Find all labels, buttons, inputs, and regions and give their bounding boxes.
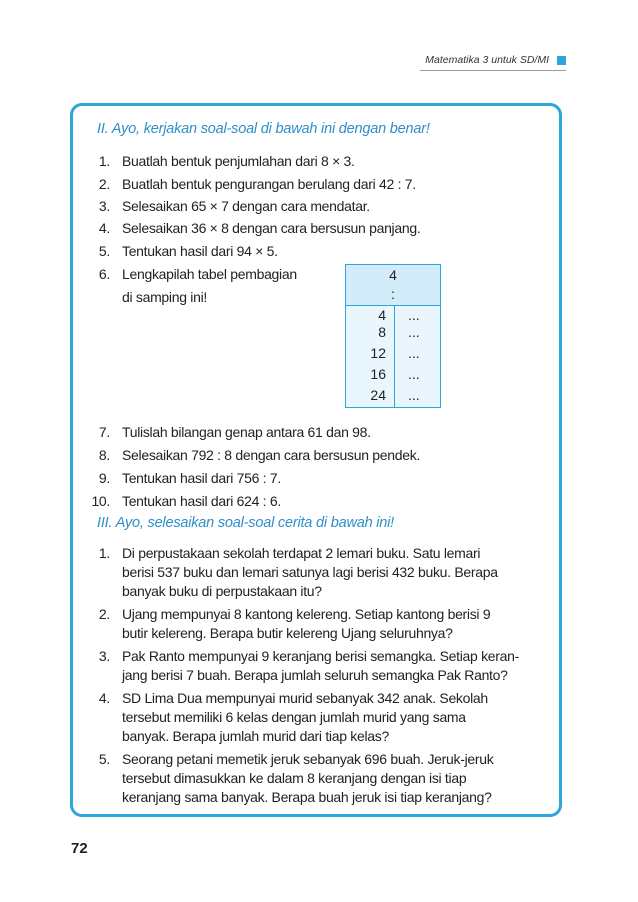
table-header-operator: : bbox=[346, 285, 440, 306]
item-text: di samping ini! bbox=[122, 289, 207, 305]
item-text: berisi 537 buku dan lemari satunya lagi berisi 432 buku. Berapa bbox=[122, 564, 498, 580]
item-number: 5. bbox=[98, 751, 110, 767]
item-text: Selesaikan 36 × 8 dengan cara bersusun panjang. bbox=[122, 220, 421, 236]
item-number: 4. bbox=[98, 690, 110, 706]
item-text: tersebut dimasukkan ke dalam 8 keranjang dengan isi tiap bbox=[122, 770, 467, 786]
item-text: Buatlah bentuk penjumlahan dari 8 × 3. bbox=[122, 153, 355, 169]
item-text: Buatlah bentuk pengurangan berulang dari 42 : 7. bbox=[122, 176, 416, 192]
section-2-heading: II. Ayo, kerjakan soal-soal di bawah ini dengan benar! bbox=[97, 121, 430, 137]
header-rule bbox=[420, 70, 566, 71]
item-text: Di perpustakaan sekolah terdapat 2 lemari buku. Satu lemari bbox=[122, 545, 481, 561]
table-cell-dividend: 16 bbox=[370, 366, 386, 382]
item-text: Tulislah bilangan genap antara 61 dan 98. bbox=[122, 424, 371, 440]
item-number: 1. bbox=[98, 153, 110, 169]
item-text: Tentukan hasil dari 624 : 6. bbox=[122, 493, 281, 509]
item-number: 4. bbox=[98, 220, 110, 236]
item-text: Selesaikan 792 : 8 dengan cara bersusun pendek. bbox=[122, 447, 421, 463]
item-text: butir kelereng. Berapa butir kelereng Ujang seluruhnya? bbox=[122, 625, 453, 641]
item-number: 2. bbox=[98, 176, 110, 192]
item-text: banyak buku di perpustakaan itu? bbox=[122, 583, 322, 599]
item-text: Tentukan hasil dari 756 : 7. bbox=[122, 470, 281, 486]
table-cell-dividend: 24 bbox=[370, 387, 386, 403]
table-cell-answer: ... bbox=[408, 324, 420, 340]
item-text: Ujang mempunyai 8 kantong kelereng. Setiap kantong berisi 9 bbox=[122, 606, 491, 622]
item-text: tersebut memiliki 6 kelas dengan jumlah murid yang sama bbox=[122, 709, 466, 725]
page-number: 72 bbox=[71, 840, 88, 857]
item-text: Selesaikan 65 × 7 dengan cara mendatar. bbox=[122, 198, 370, 214]
item-number: 8. bbox=[98, 447, 110, 463]
header-square-icon bbox=[557, 56, 566, 65]
item-number: 1. bbox=[98, 545, 110, 561]
running-title: Matematika 3 untuk SD/MI bbox=[425, 54, 549, 66]
item-number: 3. bbox=[98, 198, 110, 214]
item-text: Pak Ranto mempunyai 9 keranjang berisi semangka. Setiap keran- bbox=[122, 648, 519, 664]
item-text: banyak. Berapa jumlah murid dari tiap kelas? bbox=[122, 728, 389, 744]
table-cell-answer: ... bbox=[408, 366, 420, 382]
item-text: SD Lima Dua mempunyai murid sebanyak 342 anak. Sekolah bbox=[122, 690, 488, 706]
table-cell-dividend: 8 bbox=[378, 324, 386, 340]
item-text: Tentukan hasil dari 94 × 5. bbox=[122, 243, 278, 259]
table-cell-dividend: 12 bbox=[370, 345, 386, 361]
item-number: 2. bbox=[98, 606, 110, 622]
table-cell-answer: ... bbox=[408, 345, 420, 361]
item-text: keranjang sama banyak. Berapa buah jeruk isi tiap keranjang? bbox=[122, 789, 492, 805]
item-number: 10. bbox=[91, 493, 110, 509]
division-table bbox=[345, 264, 441, 408]
item-number: 7. bbox=[98, 424, 110, 440]
table-cell-dividend: 4 bbox=[378, 307, 386, 323]
item-number: 5. bbox=[98, 243, 110, 259]
item-number: 9. bbox=[98, 470, 110, 486]
item-text: jang berisi 7 buah. Berapa jumlah seluruh semangka Pak Ranto? bbox=[122, 667, 508, 683]
table-cell-answer: ... bbox=[408, 307, 420, 323]
running-header bbox=[425, 54, 566, 66]
table-cell-answer: ... bbox=[408, 387, 420, 403]
table-header-divisor: 4 bbox=[346, 265, 440, 286]
item-text: Lengkapilah tabel pembagian bbox=[122, 266, 297, 282]
section-3-heading: III. Ayo, selesaikan soal-soal cerita di bawah ini! bbox=[97, 515, 395, 531]
table-divider bbox=[394, 306, 395, 408]
item-number: 6. bbox=[98, 266, 110, 282]
item-number: 3. bbox=[98, 648, 110, 664]
item-text: Seorang petani memetik jeruk sebanyak 696 buah. Jeruk-jeruk bbox=[122, 751, 494, 767]
